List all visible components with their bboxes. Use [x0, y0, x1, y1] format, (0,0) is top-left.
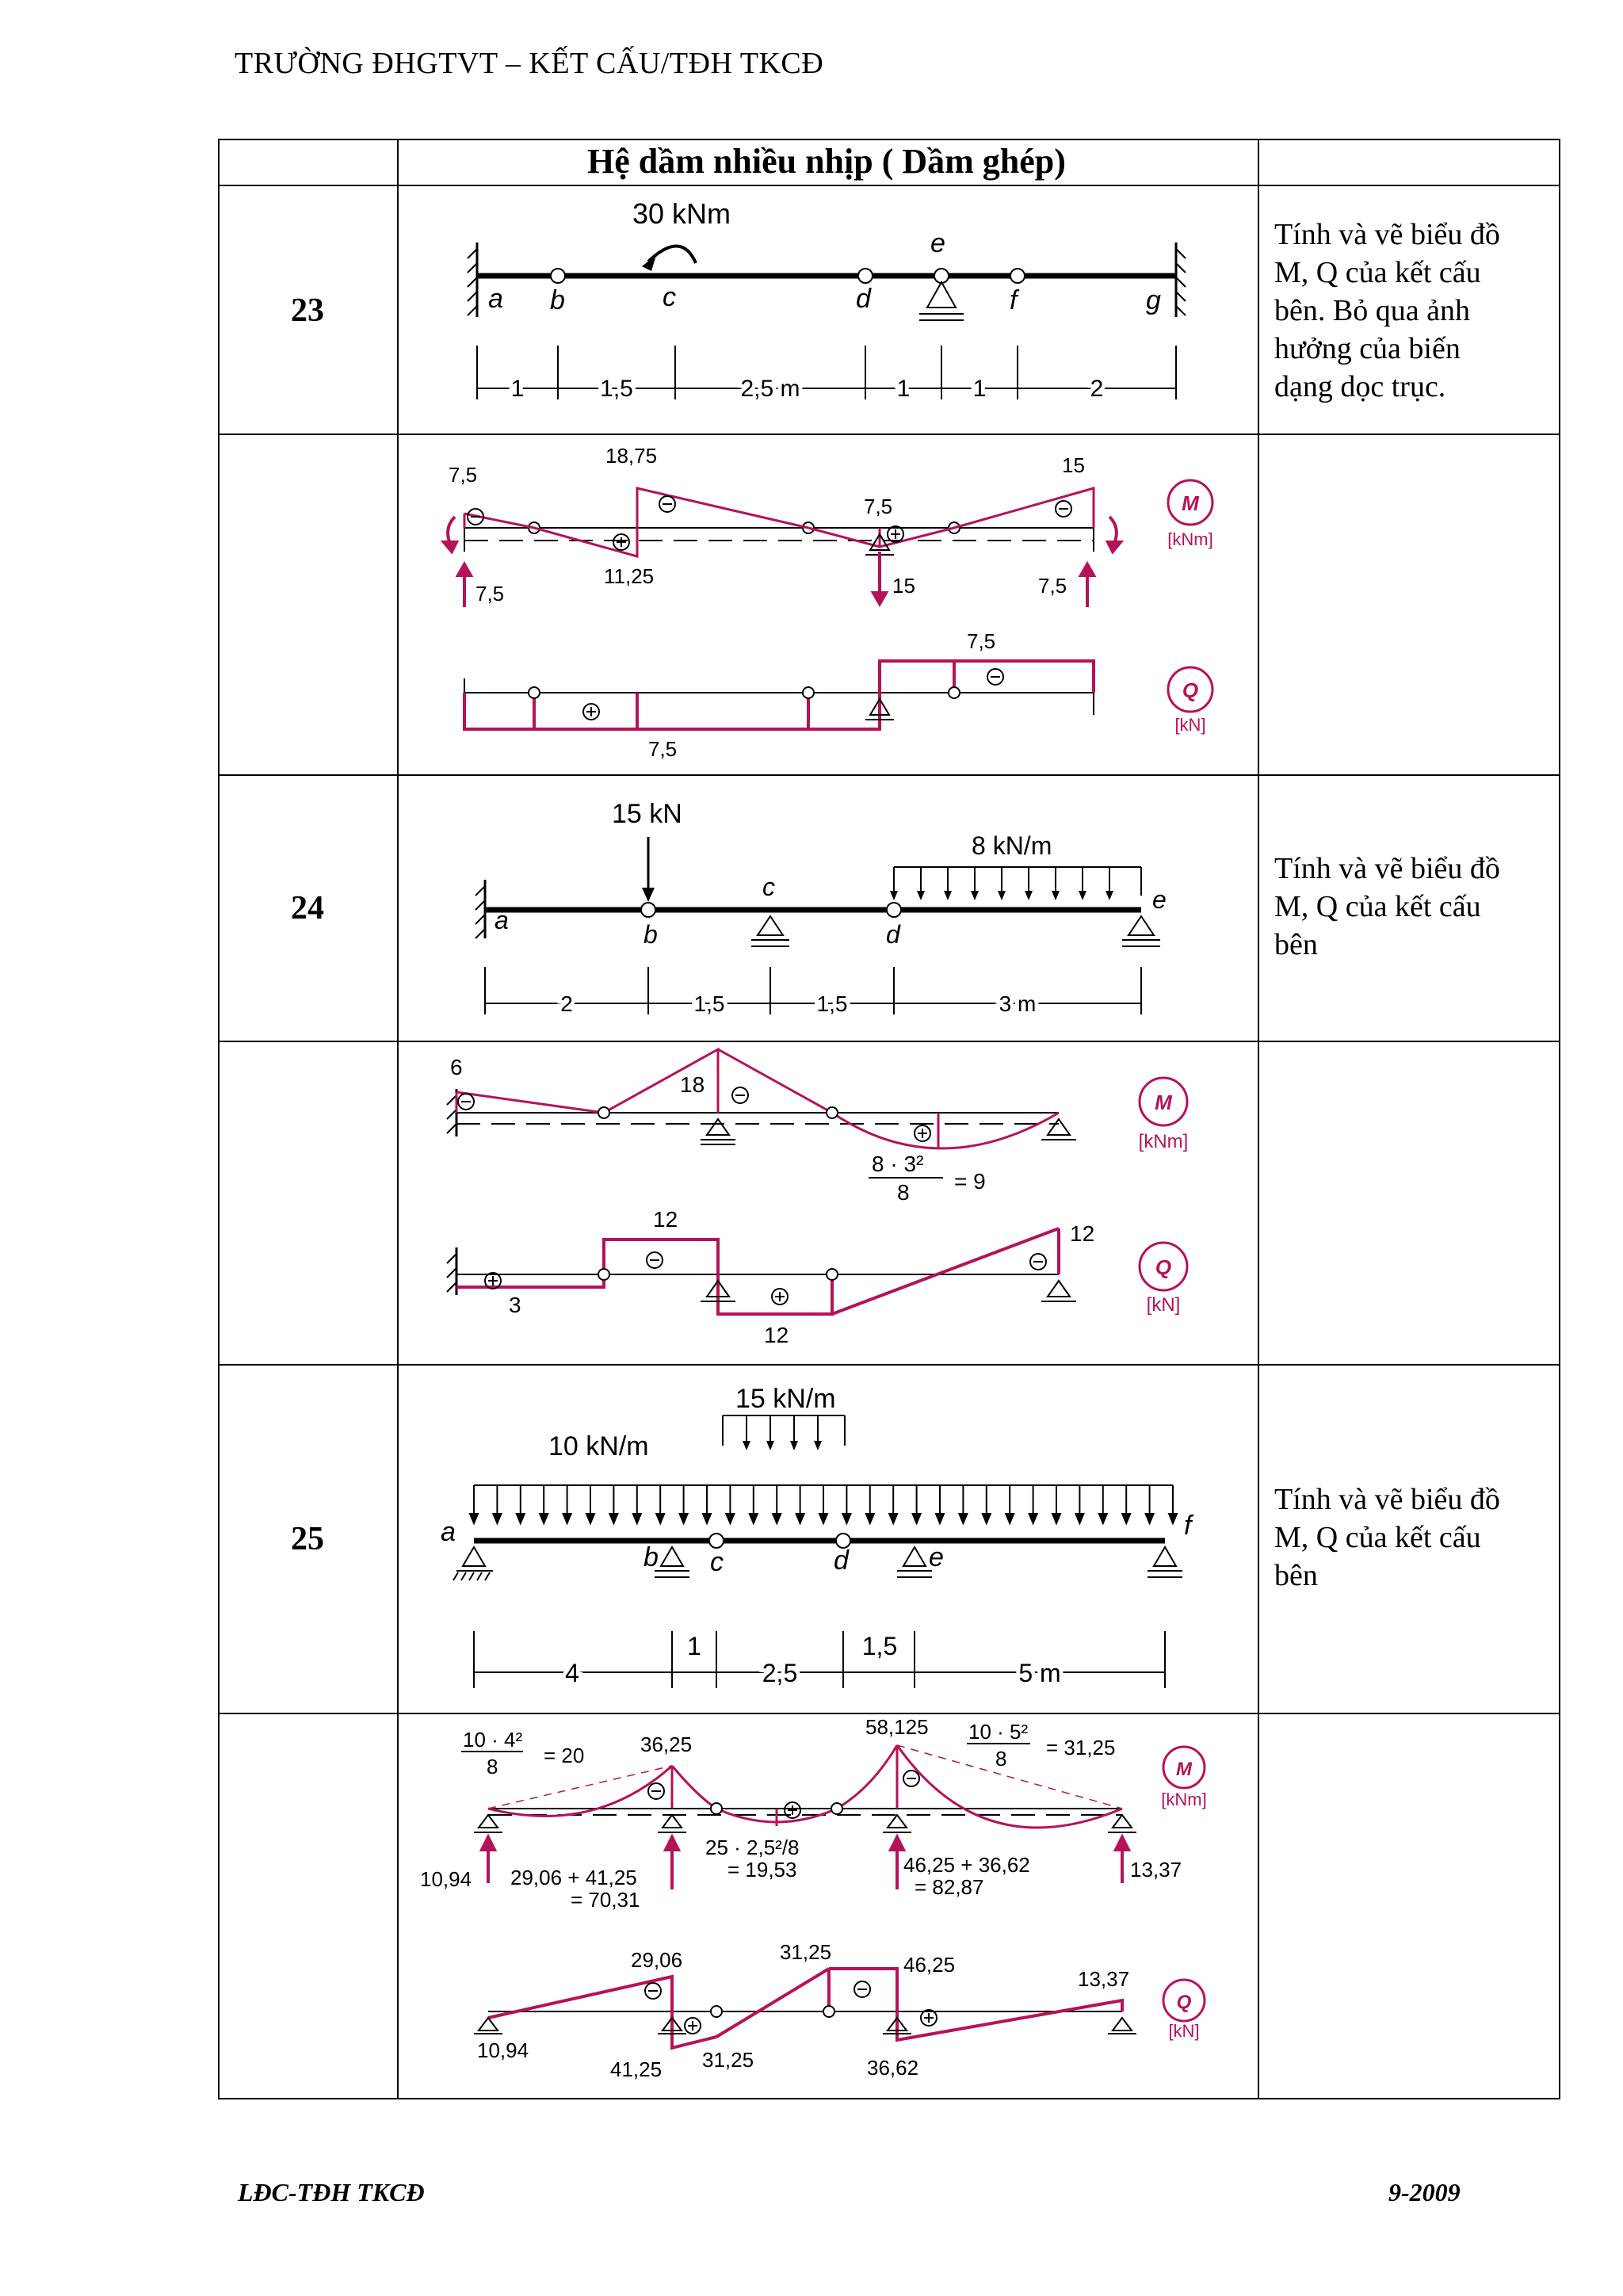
svg-text:Q: Q: [1182, 678, 1199, 702]
svg-text:7,5: 7,5: [648, 737, 678, 761]
footer-author: LĐC-TĐH TKCĐ: [238, 2178, 425, 2206]
svg-text:M: M: [1176, 1759, 1192, 1780]
svg-text:7,5: 7,5: [1038, 574, 1067, 598]
mq-diagrams-25: [412, 1717, 1244, 2094]
svg-text:12: 12: [764, 1323, 789, 1347]
svg-text:8 kN/m: 8 kN/m: [972, 831, 1052, 860]
svg-text:f: f: [1184, 1511, 1192, 1541]
svg-text:[kNm]: [kNm]: [1167, 529, 1213, 549]
svg-text:31,25: 31,25: [702, 2048, 754, 2072]
svg-text:8: 8: [897, 1180, 910, 1205]
svg-text:15 kN/m: 15 kN/m: [735, 1384, 836, 1414]
m-diagram-badge: [1167, 480, 1212, 549]
svg-text:1,5: 1,5: [861, 1632, 898, 1660]
svg-text:10 · 5²: 10 · 5²: [968, 1720, 1029, 1744]
svg-text:7,5: 7,5: [449, 463, 478, 487]
beam-diagram-24: [444, 785, 1220, 1035]
svg-text:M: M: [1155, 1091, 1172, 1114]
svg-text:15 kN: 15 kN: [612, 799, 682, 829]
svg-text:15: 15: [892, 574, 915, 598]
svg-text:30 kNm: 30 kNm: [632, 197, 731, 230]
svg-text:= 9: = 9: [954, 1169, 986, 1194]
svg-text:18,75: 18,75: [605, 444, 658, 468]
problem-number: 24: [291, 890, 324, 926]
svg-text:b: b: [643, 920, 658, 949]
svg-text:31,25: 31,25: [780, 1940, 832, 1964]
svg-text:2,5: 2,5: [762, 1659, 798, 1687]
svg-text:e: e: [930, 228, 945, 258]
svg-text:3: 3: [509, 1293, 521, 1317]
svg-text:= 70,31: = 70,31: [571, 1888, 640, 1912]
svg-text:Q: Q: [1176, 1992, 1192, 2013]
problem-description: Tính và vẽ biểu đồ M, Q của kết cấu bên: [1274, 1483, 1500, 1592]
svg-text:11,25: 11,25: [604, 564, 655, 588]
moment-arrow-icon: [648, 246, 696, 263]
beam-diagram-23: [444, 190, 1220, 428]
svg-text:f: f: [1010, 285, 1018, 315]
mq-diagrams-24: [428, 1045, 1236, 1362]
m-diagram-badge: [1139, 1078, 1189, 1152]
svg-text:[kN]: [kN]: [1146, 1294, 1181, 1316]
svg-text:1: 1: [510, 376, 525, 402]
svg-text:e: e: [929, 1542, 944, 1572]
svg-text:d: d: [886, 920, 900, 949]
svg-text:10,94: 10,94: [420, 1867, 472, 1891]
svg-text:10 · 4²: 10 · 4²: [463, 1728, 523, 1752]
svg-text:= 20: = 20: [544, 1744, 585, 1767]
svg-text:= 19,53: = 19,53: [727, 1858, 797, 1881]
svg-text:6: 6: [450, 1055, 463, 1079]
svg-text:18: 18: [680, 1072, 705, 1097]
svg-text:36,62: 36,62: [867, 2056, 919, 2080]
svg-text:1: 1: [687, 1632, 701, 1660]
svg-text:M: M: [1182, 491, 1199, 515]
svg-text:= 82,87: = 82,87: [915, 1875, 984, 1899]
svg-text:1,5: 1,5: [816, 991, 848, 1016]
svg-text:3 m: 3 m: [999, 991, 1037, 1016]
svg-text:2: 2: [1090, 376, 1104, 402]
roller-support-icon: [919, 282, 964, 320]
m-diagram-badge: [1161, 1747, 1206, 1809]
svg-text:12: 12: [1070, 1221, 1095, 1246]
svg-text:10,94: 10,94: [477, 2038, 529, 2062]
svg-text:1,5: 1,5: [600, 376, 633, 402]
svg-text:1,5: 1,5: [693, 991, 725, 1016]
svg-text:c: c: [663, 282, 676, 312]
svg-text:a: a: [488, 284, 503, 314]
svg-text:7,5: 7,5: [864, 495, 893, 518]
problem-number: 23: [291, 292, 324, 329]
svg-text:[kN]: [kN]: [1174, 715, 1206, 735]
svg-text:[kN]: [kN]: [1168, 2021, 1200, 2041]
svg-text:12: 12: [653, 1207, 678, 1232]
svg-text:29,06 + 41,25: 29,06 + 41,25: [510, 1866, 637, 1889]
svg-text:Q: Q: [1155, 1255, 1172, 1279]
svg-text:5 m: 5 m: [1018, 1659, 1061, 1687]
svg-text:2,5 m: 2,5 m: [740, 376, 800, 402]
svg-text:d: d: [856, 284, 871, 314]
svg-text:29,06: 29,06: [631, 1948, 683, 1972]
problem-description: Tính và vẽ biểu đồ M, Q của kết cấu bên: [1274, 852, 1500, 961]
svg-text:41,25: 41,25: [610, 2057, 663, 2081]
svg-text:= 31,25: = 31,25: [1046, 1736, 1116, 1759]
problem-description: Tính và vẽ biểu đồ M, Q của kết cấu bên. Bỏ qua ảnh hưởng của biến dạng dọc trục.: [1274, 218, 1500, 403]
q-diagram-badge: [1168, 667, 1212, 735]
svg-text:g: g: [1146, 285, 1161, 315]
svg-text:b: b: [550, 285, 565, 315]
svg-text:a: a: [495, 906, 509, 934]
problem-number: 25: [291, 1521, 324, 1557]
q-diagram-badge: [1140, 1243, 1187, 1316]
svg-text:[kNm]: [kNm]: [1138, 1131, 1189, 1152]
footer-date: 9-2009: [1388, 2178, 1461, 2206]
svg-text:e: e: [1152, 885, 1167, 914]
svg-text:7,5: 7,5: [475, 582, 505, 606]
beam-diagram-25: [436, 1379, 1228, 1696]
svg-text:58,125: 58,125: [865, 1717, 929, 1739]
svg-text:46,25 + 36,62: 46,25 + 36,62: [903, 1853, 1030, 1877]
svg-text:8: 8: [487, 1755, 498, 1778]
svg-text:10 kN/m: 10 kN/m: [548, 1431, 649, 1461]
svg-text:8 · 3²: 8 · 3²: [872, 1152, 924, 1176]
q-diagram-badge: [1163, 1980, 1205, 2041]
svg-text:13,37: 13,37: [1130, 1858, 1182, 1881]
svg-text:c: c: [762, 873, 775, 901]
page-header: TRƯỜNG ĐHGTVT – KẾT CẤU/TĐH TKCĐ: [235, 47, 824, 80]
svg-text:c: c: [710, 1547, 724, 1577]
svg-text:36,25: 36,25: [640, 1733, 693, 1756]
svg-text:13,37: 13,37: [1078, 1967, 1130, 1991]
svg-text:8: 8: [995, 1747, 1007, 1771]
svg-text:2: 2: [560, 991, 573, 1016]
svg-text:25 · 2,5²/8: 25 · 2,5²/8: [705, 1836, 800, 1859]
svg-text:46,25: 46,25: [903, 1953, 956, 1977]
svg-text:7,5: 7,5: [967, 629, 996, 653]
table-title: Hệ dầm nhiều nhịp ( Dầm ghép): [587, 142, 1066, 181]
svg-text:d: d: [834, 1545, 849, 1576]
svg-text:1: 1: [972, 376, 987, 402]
mq-diagrams-23: [420, 441, 1244, 770]
svg-text:a: a: [441, 1517, 456, 1547]
svg-text:1: 1: [896, 376, 911, 402]
svg-text:15: 15: [1062, 453, 1085, 477]
svg-text:b: b: [643, 1542, 659, 1572]
svg-text:4: 4: [565, 1659, 579, 1687]
svg-text:[kNm]: [kNm]: [1161, 1790, 1207, 1809]
